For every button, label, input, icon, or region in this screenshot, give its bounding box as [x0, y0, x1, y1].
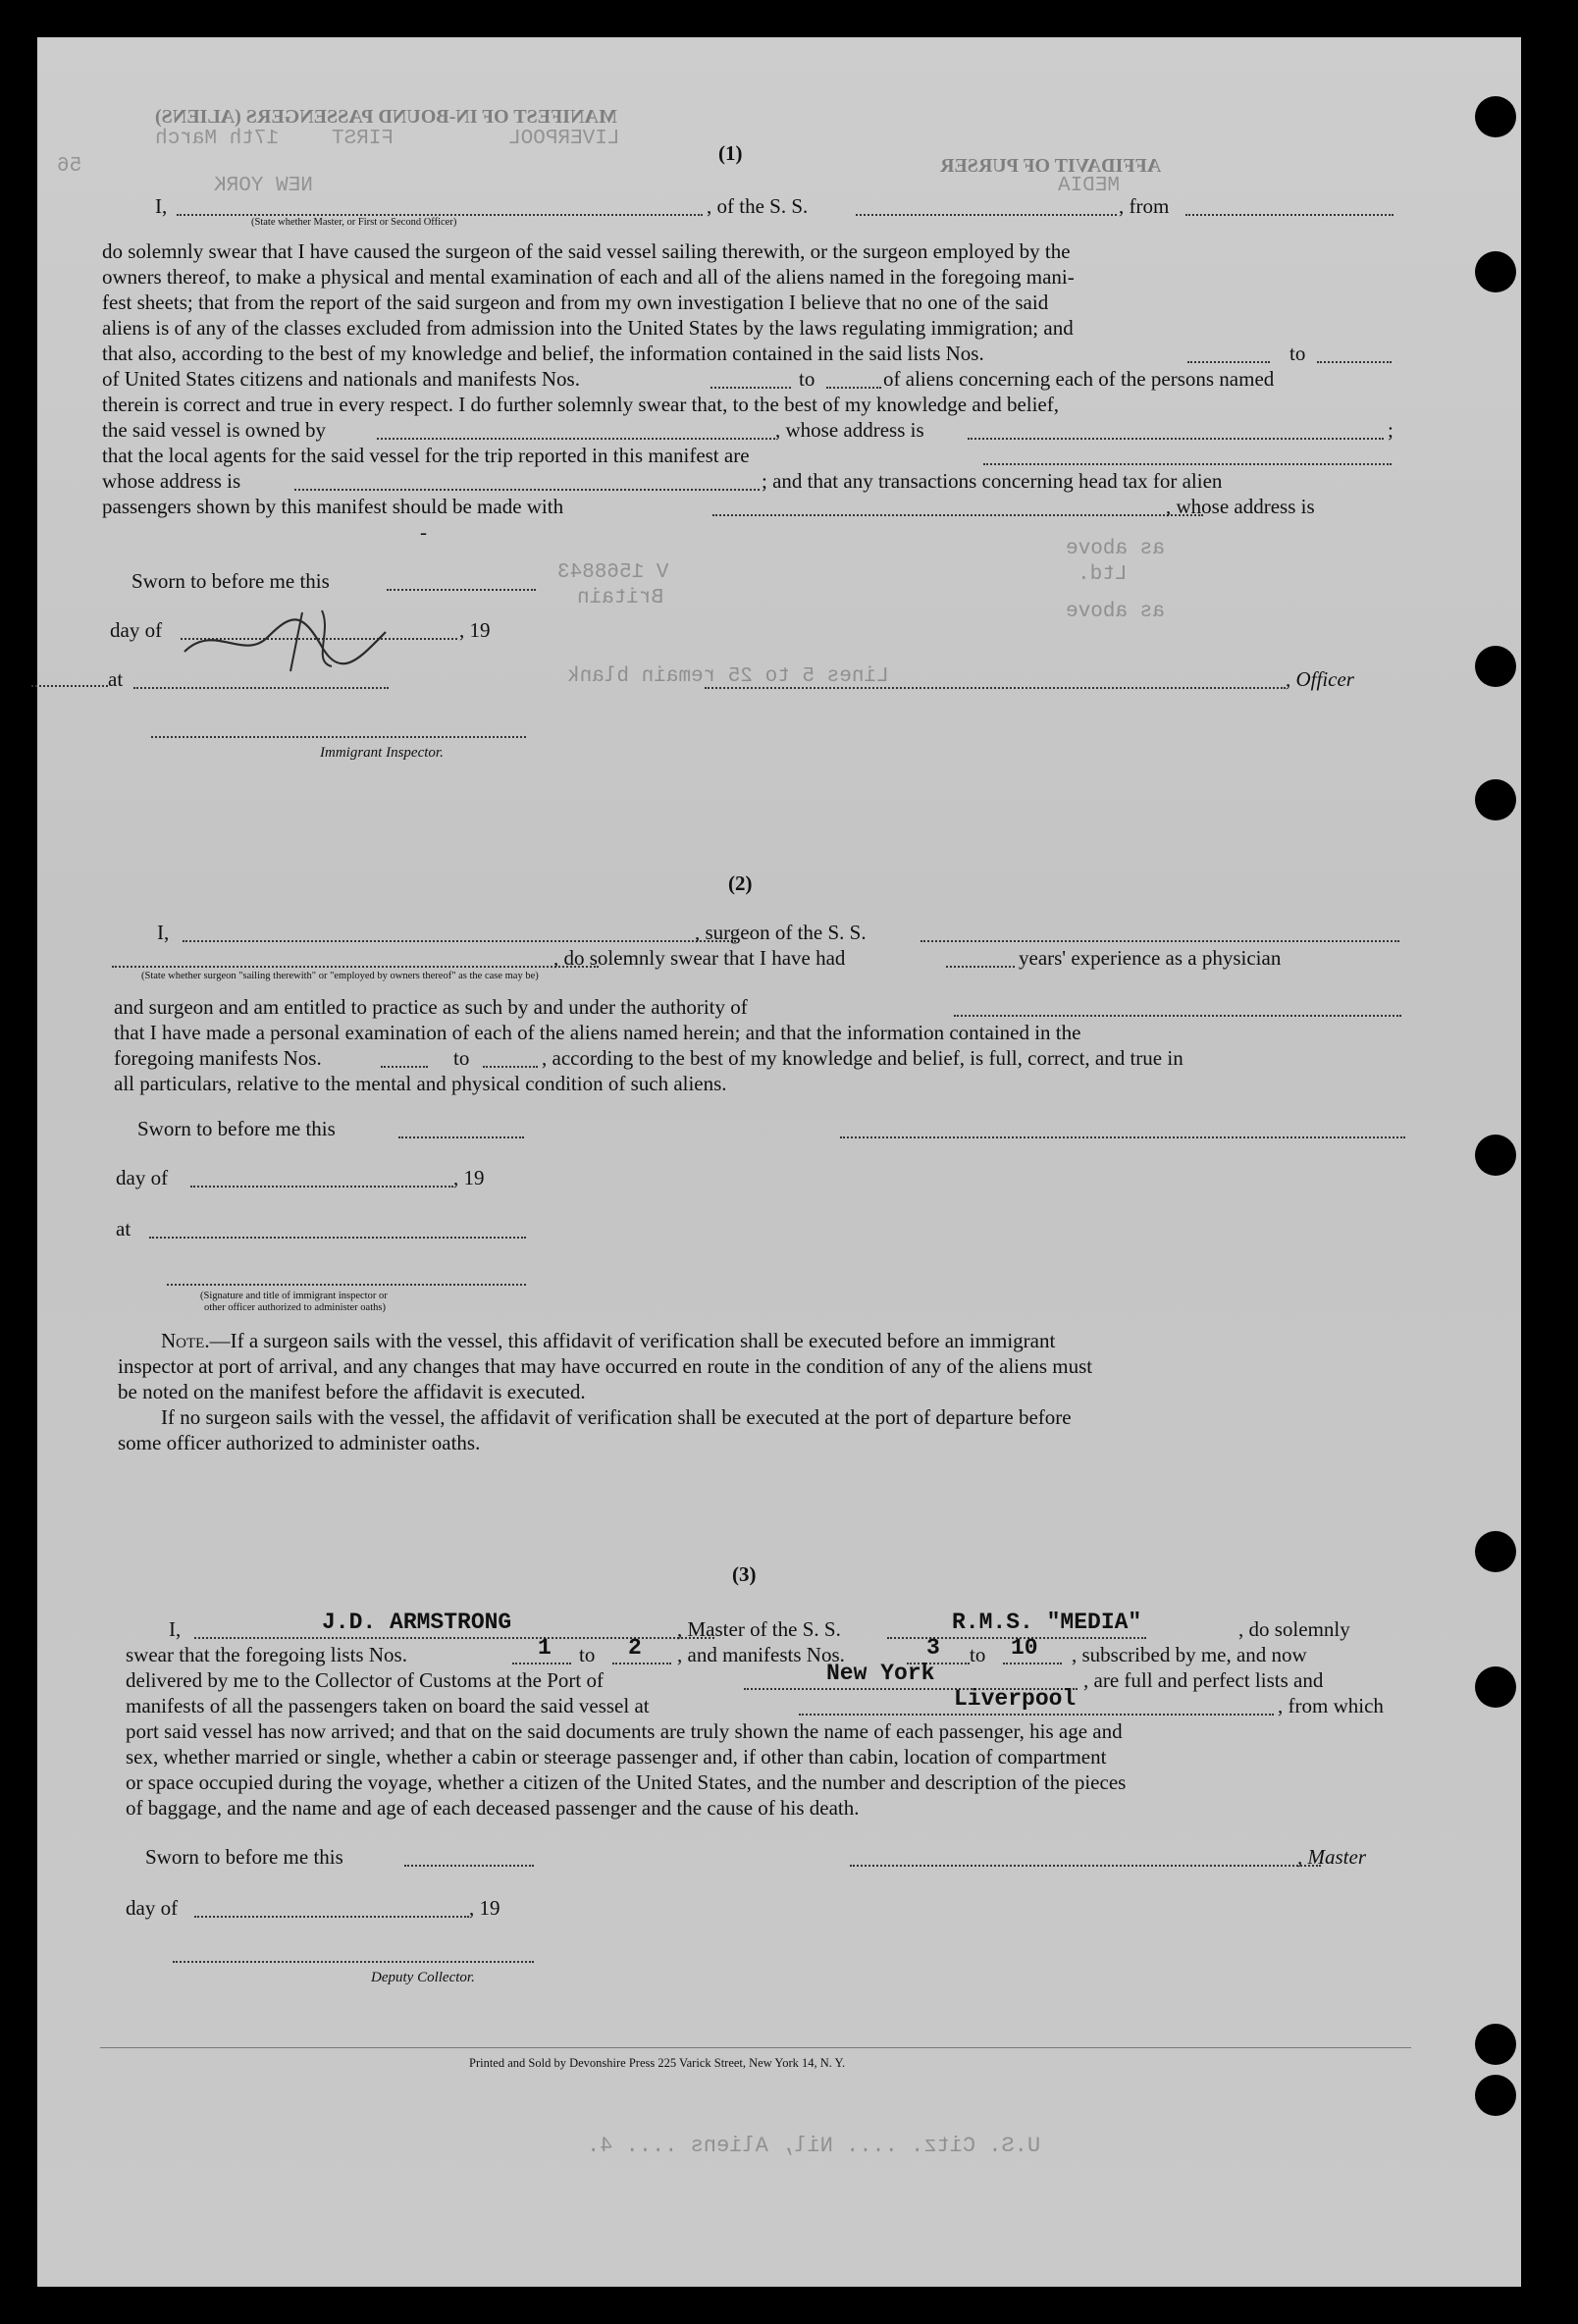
master-name: J.D. ARMSTRONG	[322, 1610, 512, 1635]
section1-i-label: I,	[155, 194, 168, 218]
note-1-line-2: inspector at port of arrival, and any changes that may have occurred en route in the condition of any of the aliens must	[118, 1354, 1093, 1378]
section3-line-2: sex, whether married or single, whether a cabin or steerage passenger and, if other than cabin, location of compartment	[126, 1745, 1107, 1769]
section2-signature-line	[167, 1284, 526, 1286]
section3-day-of: day of	[126, 1896, 179, 1920]
owner-address-line	[968, 438, 1384, 440]
authority-line	[954, 1015, 1401, 1017]
manifests-from-line	[710, 387, 791, 389]
section2-ship-line	[920, 940, 1399, 942]
head-tax-text: ; and that any transactions concerning head tax for alien	[762, 469, 1223, 493]
deputy-signature-line	[173, 1961, 534, 1963]
local-agents-line	[983, 463, 1392, 465]
section1-line-9: that the local agents for the said vessel for the trip reported in this manifest are	[102, 444, 750, 467]
master-label: , Master	[1297, 1845, 1366, 1869]
ghost-stamp-3: as above	[1066, 601, 1165, 623]
section1-line-8: the said vessel is owned by	[102, 418, 327, 442]
faint-ship-text: MEDIA	[1058, 175, 1121, 197]
section2-line-2: that I have made a personal examination of each of the aliens named herein; and that the information contained in the	[114, 1021, 1081, 1044]
man-to-value: 10	[1011, 1635, 1038, 1661]
section1-line-6: of United States citizens and nationals and manifests Nos.	[102, 367, 580, 391]
agents-address-line	[294, 489, 760, 491]
section1-sworn: Sworn to before me this	[132, 569, 330, 593]
faint-year: 56	[57, 155, 82, 178]
port-value: New York	[826, 1661, 935, 1686]
printer-line: Printed and Sold by Devonshire Press 225 Varick Street, New York 14, N. Y.	[469, 2056, 846, 2070]
list-to-line	[612, 1663, 671, 1664]
inspector-label: Immigrant Inspector.	[320, 745, 444, 761]
owner-semicolon: ;	[1388, 418, 1394, 442]
man-from-value: 3	[926, 1635, 940, 1661]
note-2-line-1: If no surgeon sails with the vessel, the affidavit of verification shall be executed at the port of departure before	[161, 1405, 1072, 1429]
punch-hole-2	[1475, 251, 1516, 292]
surgeon-state-note: (State whether surgeon "sailing therewith" or "employed by owners thereof" as the case may be)	[141, 971, 539, 981]
faint-manifest-title: MANIFEST OF IN-BOUND PASSENGERS (ALIENS)	[155, 106, 617, 128]
section2-day-of: day of	[116, 1166, 169, 1189]
section2-sig-note-2: other officer authorized to administer oaths)	[204, 1302, 386, 1313]
document-page	[37, 37, 1521, 2287]
manifests-to-label: to	[799, 367, 815, 391]
section3-sworn: Sworn to before me this	[145, 1845, 343, 1869]
master-of-label: , Master of the S. S.	[677, 1617, 841, 1641]
section1-line-2: owners thereof, to make a physical and mental examination of each and all of the aliens named in the foregoing mani-	[102, 265, 1075, 289]
manifests-of-label: manifests of all the passengers taken on board the said vessel at	[126, 1694, 650, 1717]
owner-line	[377, 438, 775, 440]
lists-from-line	[1187, 361, 1270, 363]
section1-line-3: fest sheets; that from the report of the said surgeon and from my own investigation I believe that no one of the said	[102, 290, 1049, 314]
surgeon-signature-line	[840, 1136, 1405, 1138]
section1-line-7: therein is correct and true in every respect. I do further solemnly swear that, to the best of my knowledge and belief,	[102, 393, 1059, 416]
ghost-stamp-1: as above	[1066, 538, 1165, 560]
punch-hole-1	[1475, 96, 1516, 137]
officer-label: , Officer	[1286, 667, 1354, 691]
subscribed-label: , subscribed by me, and now	[1072, 1643, 1307, 1666]
ship-name: R.M.S. "MEDIA"	[952, 1610, 1142, 1635]
deputy-label: Deputy Collector.	[371, 1970, 475, 1985]
faint-cert-text: AFFIDAVIT OF PURSER	[940, 155, 1162, 177]
of-ss-label: , of the S. S.	[707, 194, 809, 218]
from-label: , from	[1119, 194, 1170, 218]
swear-lists-label: swear that the foregoing lists Nos.	[126, 1643, 407, 1666]
section3-day-line	[194, 1916, 469, 1918]
section1-at-line	[133, 687, 389, 689]
lists-to-word: to	[579, 1643, 596, 1666]
section1-at: at	[108, 667, 124, 691]
list-from-value: 1	[538, 1635, 552, 1661]
section2-sig-note-1: (Signature and title of immigrant inspector or	[200, 1291, 388, 1301]
faint-from-text: LIVERPOOL	[508, 128, 620, 150]
punch-hole-8	[1475, 2024, 1516, 2065]
surgeon-type-line	[112, 966, 599, 968]
section3-line-1: port said vessel has now arrived; and that on the said documents are truly shown the name of each passenger, his age and	[126, 1719, 1123, 1743]
section3-number: (3)	[732, 1562, 757, 1586]
section1-day-of: day of	[110, 618, 163, 642]
list-to-value: 2	[628, 1635, 642, 1661]
dash-mark: -	[420, 520, 427, 544]
head-tax-party-line	[712, 514, 1203, 516]
note-1-line-3: be noted on the manifest before the affidavit is executed.	[118, 1380, 586, 1403]
lists-to-label: to	[1289, 342, 1306, 365]
surgeon-name-line	[183, 940, 736, 942]
man-to-line	[1003, 1663, 1062, 1664]
section2-to: to	[453, 1046, 470, 1070]
manifests-to-word: to	[970, 1643, 986, 1666]
punch-hole-3	[1475, 646, 1516, 687]
section2-according: , according to the best of my knowledge and belief, is full, correct, and true in	[542, 1046, 1184, 1070]
manifests-label: , and manifests Nos.	[677, 1643, 845, 1666]
from-port-line-1	[1185, 214, 1394, 216]
from-port-value: Liverpool	[954, 1686, 1077, 1712]
inspector-signature-mark	[175, 593, 400, 681]
punch-hole-6	[1475, 1531, 1516, 1572]
section1-at-left-dots	[31, 685, 108, 687]
section2-i-label: I,	[157, 921, 170, 944]
note-2-line-2: some officer authorized to administer oaths.	[118, 1431, 481, 1454]
master-signature-line	[850, 1865, 1321, 1867]
officer-state-note: (State whether Master, or First or Second Officer)	[251, 217, 457, 228]
ghost-stamp-2: Ltd.	[1078, 563, 1128, 586]
do-solemnly-label: , do solemnly	[1238, 1617, 1350, 1641]
punch-hole-7	[1475, 1666, 1516, 1708]
section1-line-5: that also, according to the best of my knowledge and belief, the information contained in the said lists Nos.	[102, 342, 984, 365]
section3-line-3: or space occupied during the voyage, whether a citizen of the United States, and the number and description of the pieces	[126, 1770, 1127, 1794]
section1-line-10: whose address is	[102, 469, 241, 493]
note-1-line-1: If a surgeon sails with the vessel, this affidavit of verification shall be executed before an immigrant	[230, 1329, 1056, 1352]
section1-sworn-line	[387, 589, 536, 591]
section2-sworn: Sworn to before me this	[137, 1117, 336, 1140]
section2-at-line	[149, 1237, 526, 1239]
section1-number: (1)	[718, 141, 743, 165]
section3-sworn-line	[404, 1865, 534, 1867]
punch-hole-9	[1475, 2075, 1516, 2116]
section1-year: , 19	[459, 618, 491, 642]
full-perfect-label: , are full and perfect lists and	[1083, 1668, 1324, 1692]
footer-rule	[100, 2047, 1411, 2048]
punch-hole-4	[1475, 779, 1516, 820]
years-label: years' experience as a physician	[1019, 946, 1282, 970]
section2-day-line	[190, 1186, 453, 1188]
do-swear-label: , do solemnly swear that I have had	[553, 946, 846, 970]
surgeon-of-label: , surgeon of the S. S.	[695, 921, 867, 944]
ghost-stamp-4: Lines 5 to 25 remain blank	[567, 665, 889, 688]
ghost-stamp-6: Britain	[577, 587, 664, 609]
section2-line-3: foregoing manifests Nos.	[114, 1046, 322, 1070]
lists-to-line	[1317, 361, 1392, 363]
section1-line-4: aliens is of any of the classes excluded from admission into the United States by the laws regulating immigration; and	[102, 316, 1074, 340]
years-line	[946, 966, 1015, 968]
section2-sworn-line	[398, 1136, 524, 1138]
section2-line-1: and surgeon and am entitled to practice as such by and under the authority of	[114, 995, 748, 1019]
from-port-line	[799, 1714, 1274, 1716]
faint-port-text: NEW YORK	[214, 175, 313, 197]
ship-name-line-1	[856, 214, 1117, 216]
section3-i-label: I,	[169, 1617, 182, 1641]
section3-line-4: of baggage, and the name and age of each deceased passenger and the cause of his death.	[126, 1796, 860, 1820]
from-which-label: , from which	[1278, 1694, 1384, 1717]
note-label	[161, 1331, 1055, 1351]
delivered-label: delivered by me to the Collector of Customs at the Port of	[126, 1668, 604, 1692]
punch-hole-5	[1475, 1135, 1516, 1176]
ghost-bottom-line: U.S. Citz. .... Nil, Aliens .... 4.	[587, 2134, 1041, 2158]
section1-line-1: do solemnly swear that I have caused the surgeon of the said vessel sailing therewith, or the surgeon employed by the	[102, 239, 1071, 263]
aliens-concerning-text: of aliens concerning each of the persons named	[883, 367, 1275, 391]
owner-address-label: , whose address is	[775, 418, 924, 442]
head-tax-address-label: , whose address is	[1166, 495, 1315, 518]
section2-number: (2)	[728, 872, 753, 895]
section2-year: , 19	[453, 1166, 485, 1189]
section2-at: at	[116, 1217, 132, 1241]
faint-class-text: FIRST	[332, 128, 394, 150]
list-from-line	[512, 1663, 571, 1664]
section2-to-line	[483, 1066, 538, 1068]
section2-from-line	[381, 1066, 428, 1068]
section1-line-11: passengers shown by this manifest should be made with	[102, 495, 564, 518]
section3-year: , 19	[469, 1896, 500, 1920]
manifests-to-line	[826, 387, 881, 389]
note-label-text: Note.—	[161, 1329, 231, 1352]
inspector-signature-line	[151, 736, 526, 738]
section2-line-4: all particulars, relative to the mental and physical condition of such aliens.	[114, 1072, 727, 1095]
ghost-stamp-5: V 1568843	[557, 561, 669, 584]
officer-name-line	[177, 214, 703, 216]
faint-date-text: 17th March	[155, 128, 280, 150]
